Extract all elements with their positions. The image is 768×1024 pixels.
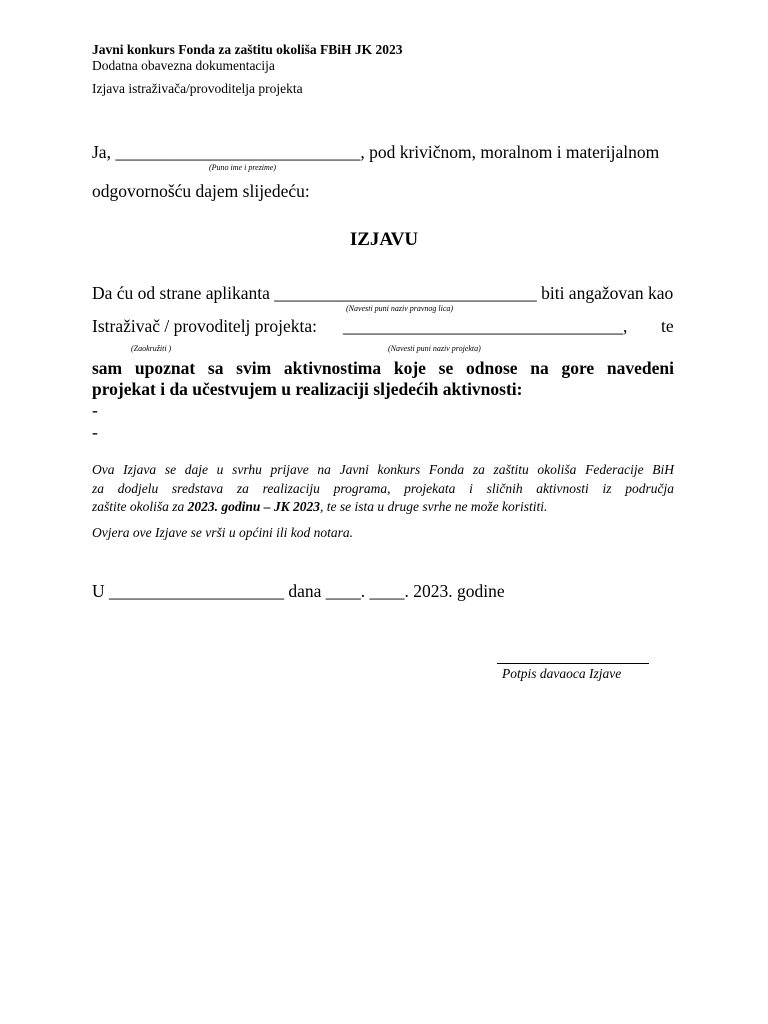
document-title: IZJAVU: [349, 229, 419, 250]
document-header-type: Izjava istraživača/provoditelja projekta: [92, 81, 303, 96]
signature-line: [497, 663, 649, 664]
note-line-3: [92, 499, 547, 515]
document-header-subtitle: Dodatna obavezna dokumentacija: [92, 58, 275, 73]
note-line-1: Ova Izjava se daje u svrhu prijave na Javni konkurs Fonda za zaštitu okoliša Federacije BiH: [92, 462, 674, 477]
applicant-field-note: (Navesti puni naziv pravnog lica): [346, 304, 454, 313]
signature-label: Potpis davaoca Izjave: [502, 666, 622, 681]
note-line-3-start: zaštite okoliša za: [92, 499, 188, 514]
intro-line-2: odgovornošću dajem slijedeću:: [92, 181, 310, 201]
statement-line-2-te: te: [661, 316, 674, 336]
statement-line-2-label: Istraživač / provoditelj projekta:: [92, 316, 317, 336]
project-field-note: (Navesti puni naziv projekta): [388, 344, 481, 353]
project-blank: ________________________________,: [343, 316, 628, 336]
note-line-3-end: , te se ista u druge svrhe ne može koristiti.: [320, 499, 548, 514]
note-line-4: Ovjera ove Izjave se vrši u općini ili kod notara.: [92, 525, 353, 540]
statement-line-1: Da ću od strane aplikanta ______________________________ biti angažovan kao: [92, 283, 674, 303]
statement-bold-line-2: projekat i da učestvujem u realizaciji sljedećih aktivnosti:: [92, 379, 523, 399]
activity-dash-1: -: [92, 400, 98, 420]
note-line-2: za dodjelu sredstava za realizaciju programa, projekata i sličnih aktivnosti iz područja: [92, 481, 674, 496]
circle-instruction-note: (Zaokružiti ): [131, 344, 172, 353]
intro-line-1: Ja, ____________________________, pod krivičnom, moralnom i materijalnom: [92, 142, 660, 162]
name-field-note: (Puno ime i prezime): [209, 163, 277, 172]
statement-bold-line-1: sam upoznat sa svim aktivnostima koje se odnose na gore navedeni: [92, 358, 674, 378]
note-line-3-emphasis: 2023. godinu – JK 2023: [187, 499, 321, 514]
place-date-line: U ____________________ dana ____. ____. 2023. godine: [92, 581, 505, 601]
document-header-title: Javni konkurs Fonda za zaštitu okoliša FBiH JK 2023: [92, 42, 403, 57]
activity-dash-2: -: [92, 422, 98, 442]
